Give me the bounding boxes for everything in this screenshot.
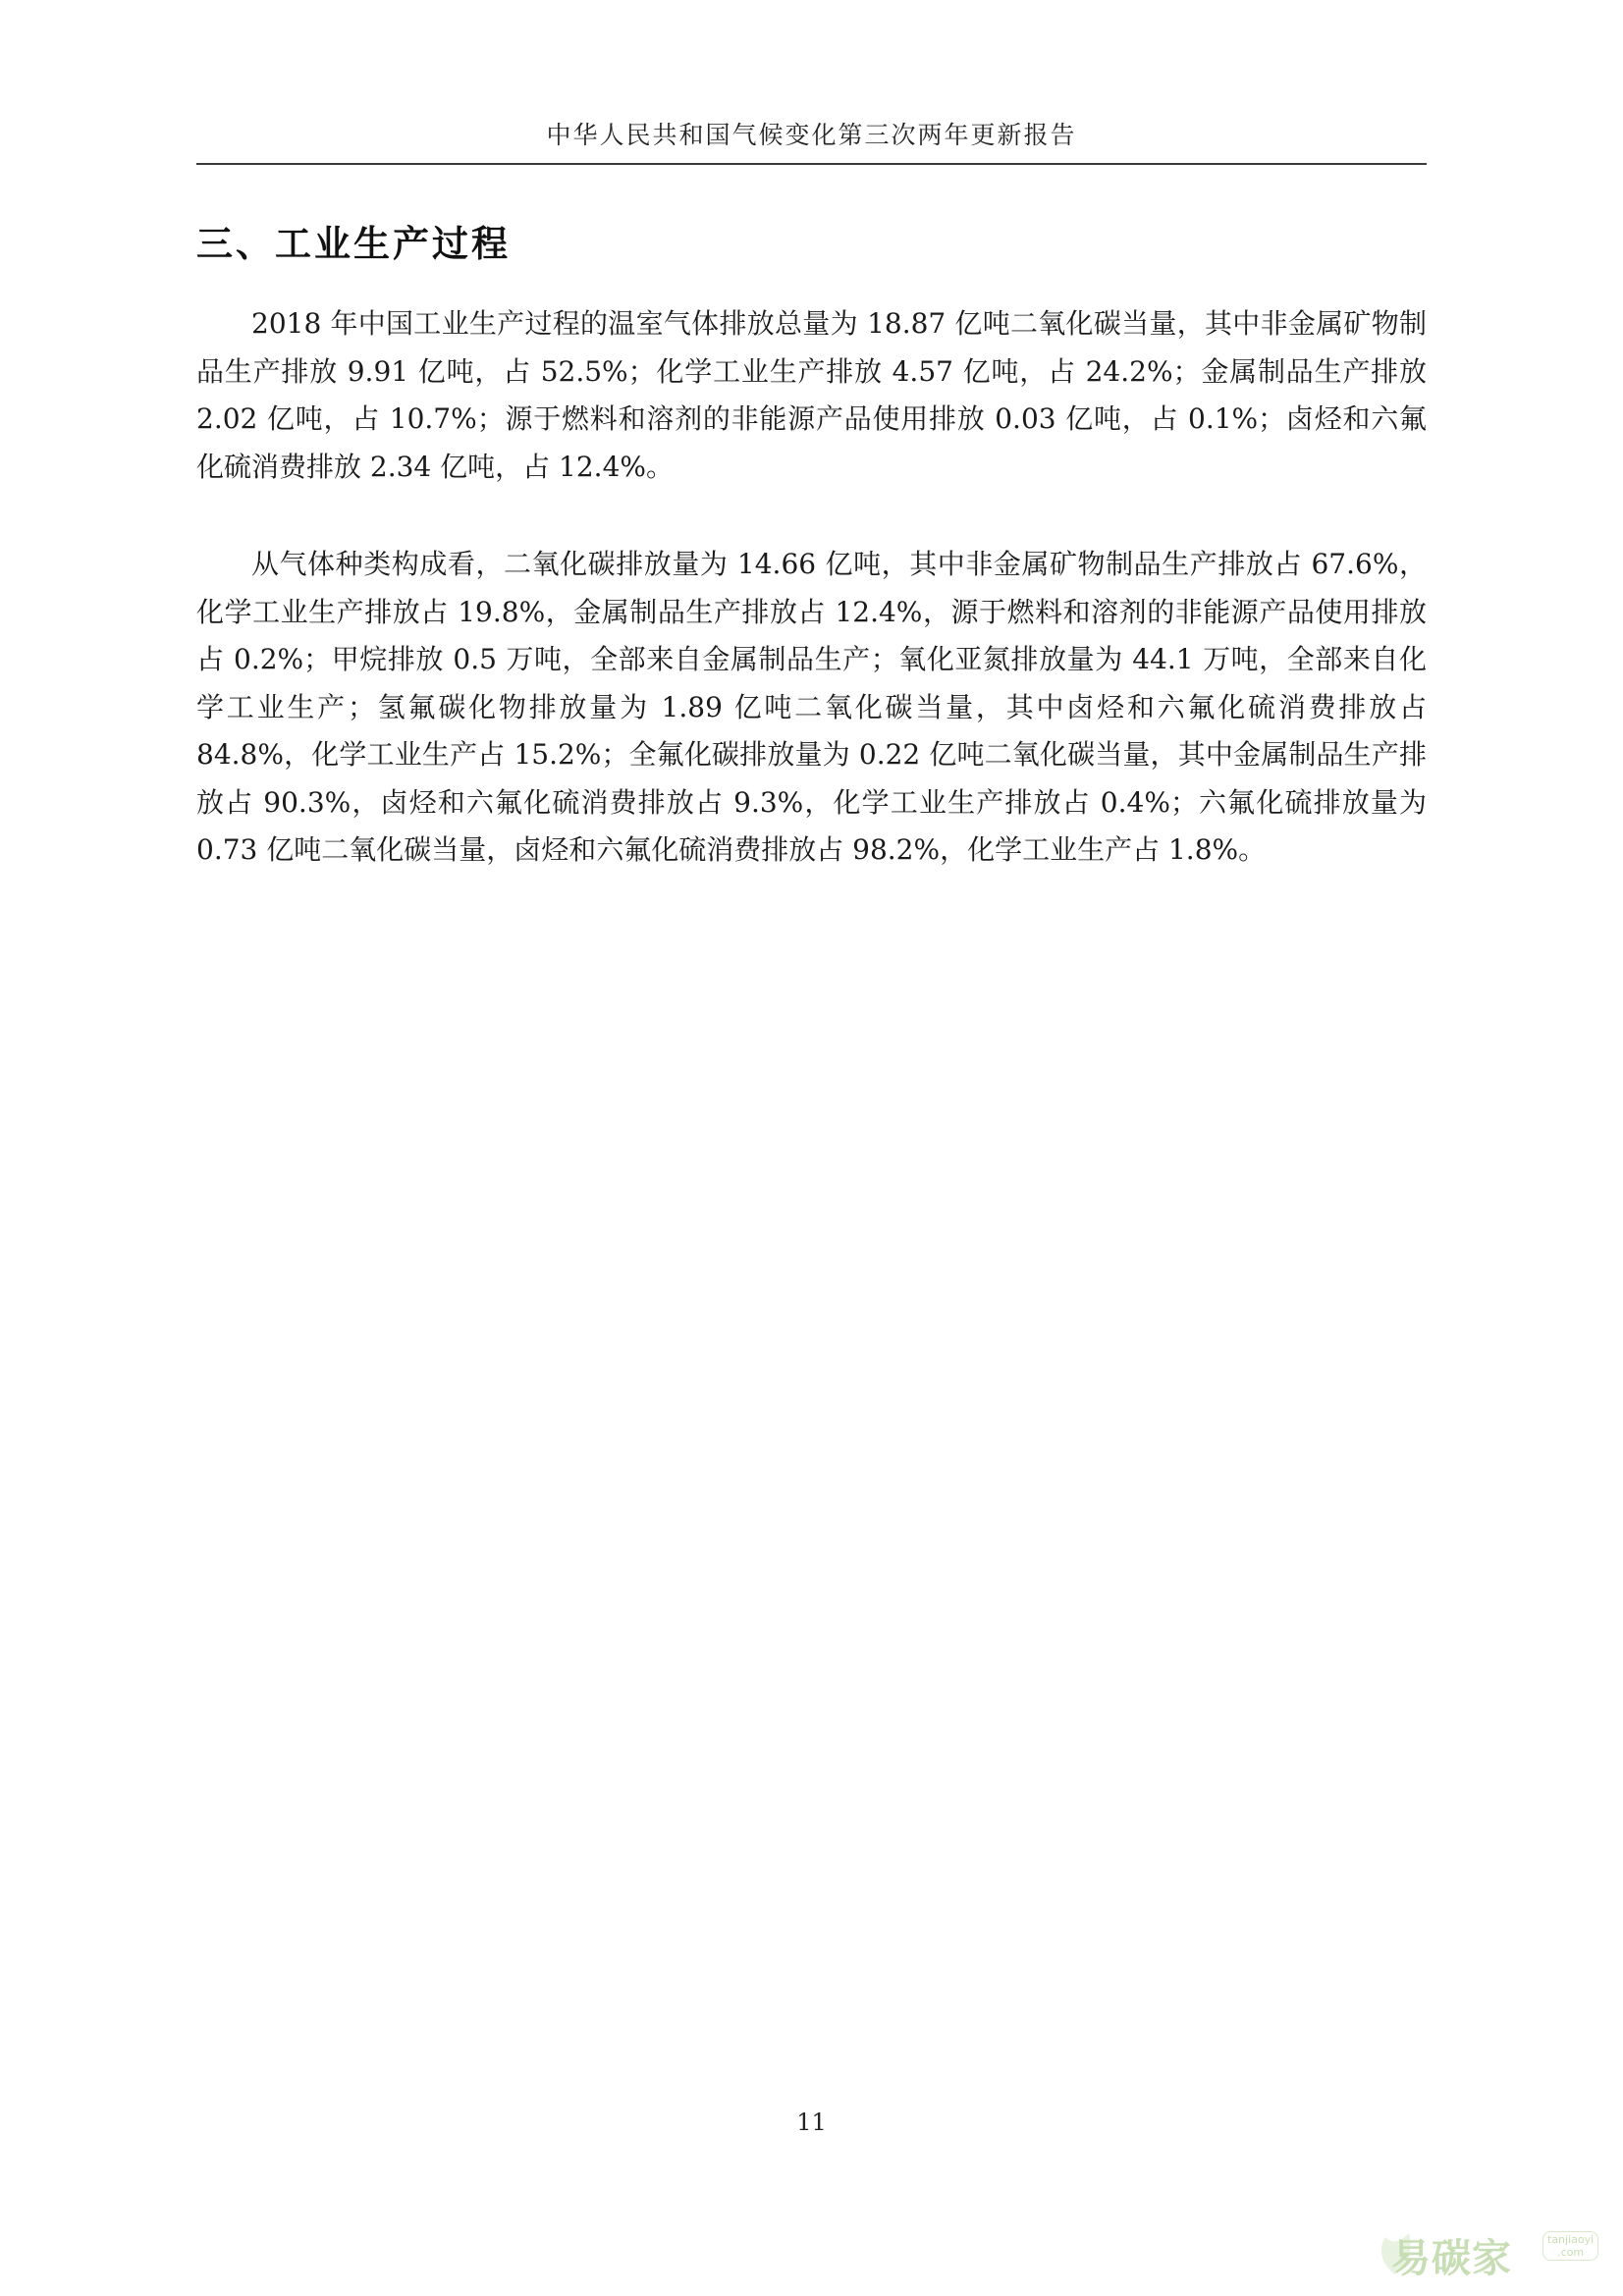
watermark-site-line: .com bbox=[1557, 2246, 1585, 2259]
section-heading: 三、工业生产过程 bbox=[196, 223, 511, 265]
body-paragraph: 2018 年中国工业生产过程的温室气体排放总量为 18.87 亿吨二氧化碳当量，其中非金属矿物制品生产排放 9.91 亿吨，占 52.5%；化学工业生产排放 4.57 亿吨，占 24.2%；金属制品生产排放 2.02 亿吨，占 10.7%；源于燃料和溶剂的非能源产品使用排放 0.03 亿吨，占 0.1%；卤烃和六氟化硫消费排放 2.34 亿吨，占 12.4%。 bbox=[196, 307, 1427, 483]
watermark-site-badge bbox=[1542, 2231, 1598, 2261]
body-paragraph: 从气体种类构成看，二氧化碳排放量为 14.66 亿吨，其中非金属矿物制品生产排放占 67.6%，化学工业生产排放占 19.8%，金属制品生产排放占 12.4%，源于燃料和溶剂的非能源产品使用排放占 0.2%；甲烷排放 0.5 万吨，全部来自金属制品生产；氧化亚氮排放量为 44.1 万吨，全部来自化学工业生产；氢氟碳化物排放量为 1.89 亿吨二氧化碳当量，其中卤烃和六氟化硫消费排放占 84.8%，化学工业生产占 15.2%；全氟化碳排放量为 0.22 亿吨二氧化碳当量，其中金属制品生产排放占 90.3%，卤烃和六氟化硫消费排放占 9.3%，化学工业生产排放占 0.4%；六氟化硫排放量为 0.73 亿吨二氧化碳当量，卤烃和六氟化硫消费排放占 98.2%，化学工业生产占 1.8%。 bbox=[196, 548, 1427, 866]
header-divider bbox=[196, 163, 1427, 165]
watermark-site-line: tanjiaoyi bbox=[1547, 2233, 1595, 2246]
brand-watermark bbox=[1376, 2223, 1601, 2284]
running-header: 中华人民共和国气候变化第三次两年更新报告 bbox=[546, 121, 1077, 149]
watermark-brand-text: 易碳家 bbox=[1391, 2236, 1512, 2281]
page-number: 11 bbox=[796, 2109, 827, 2136]
